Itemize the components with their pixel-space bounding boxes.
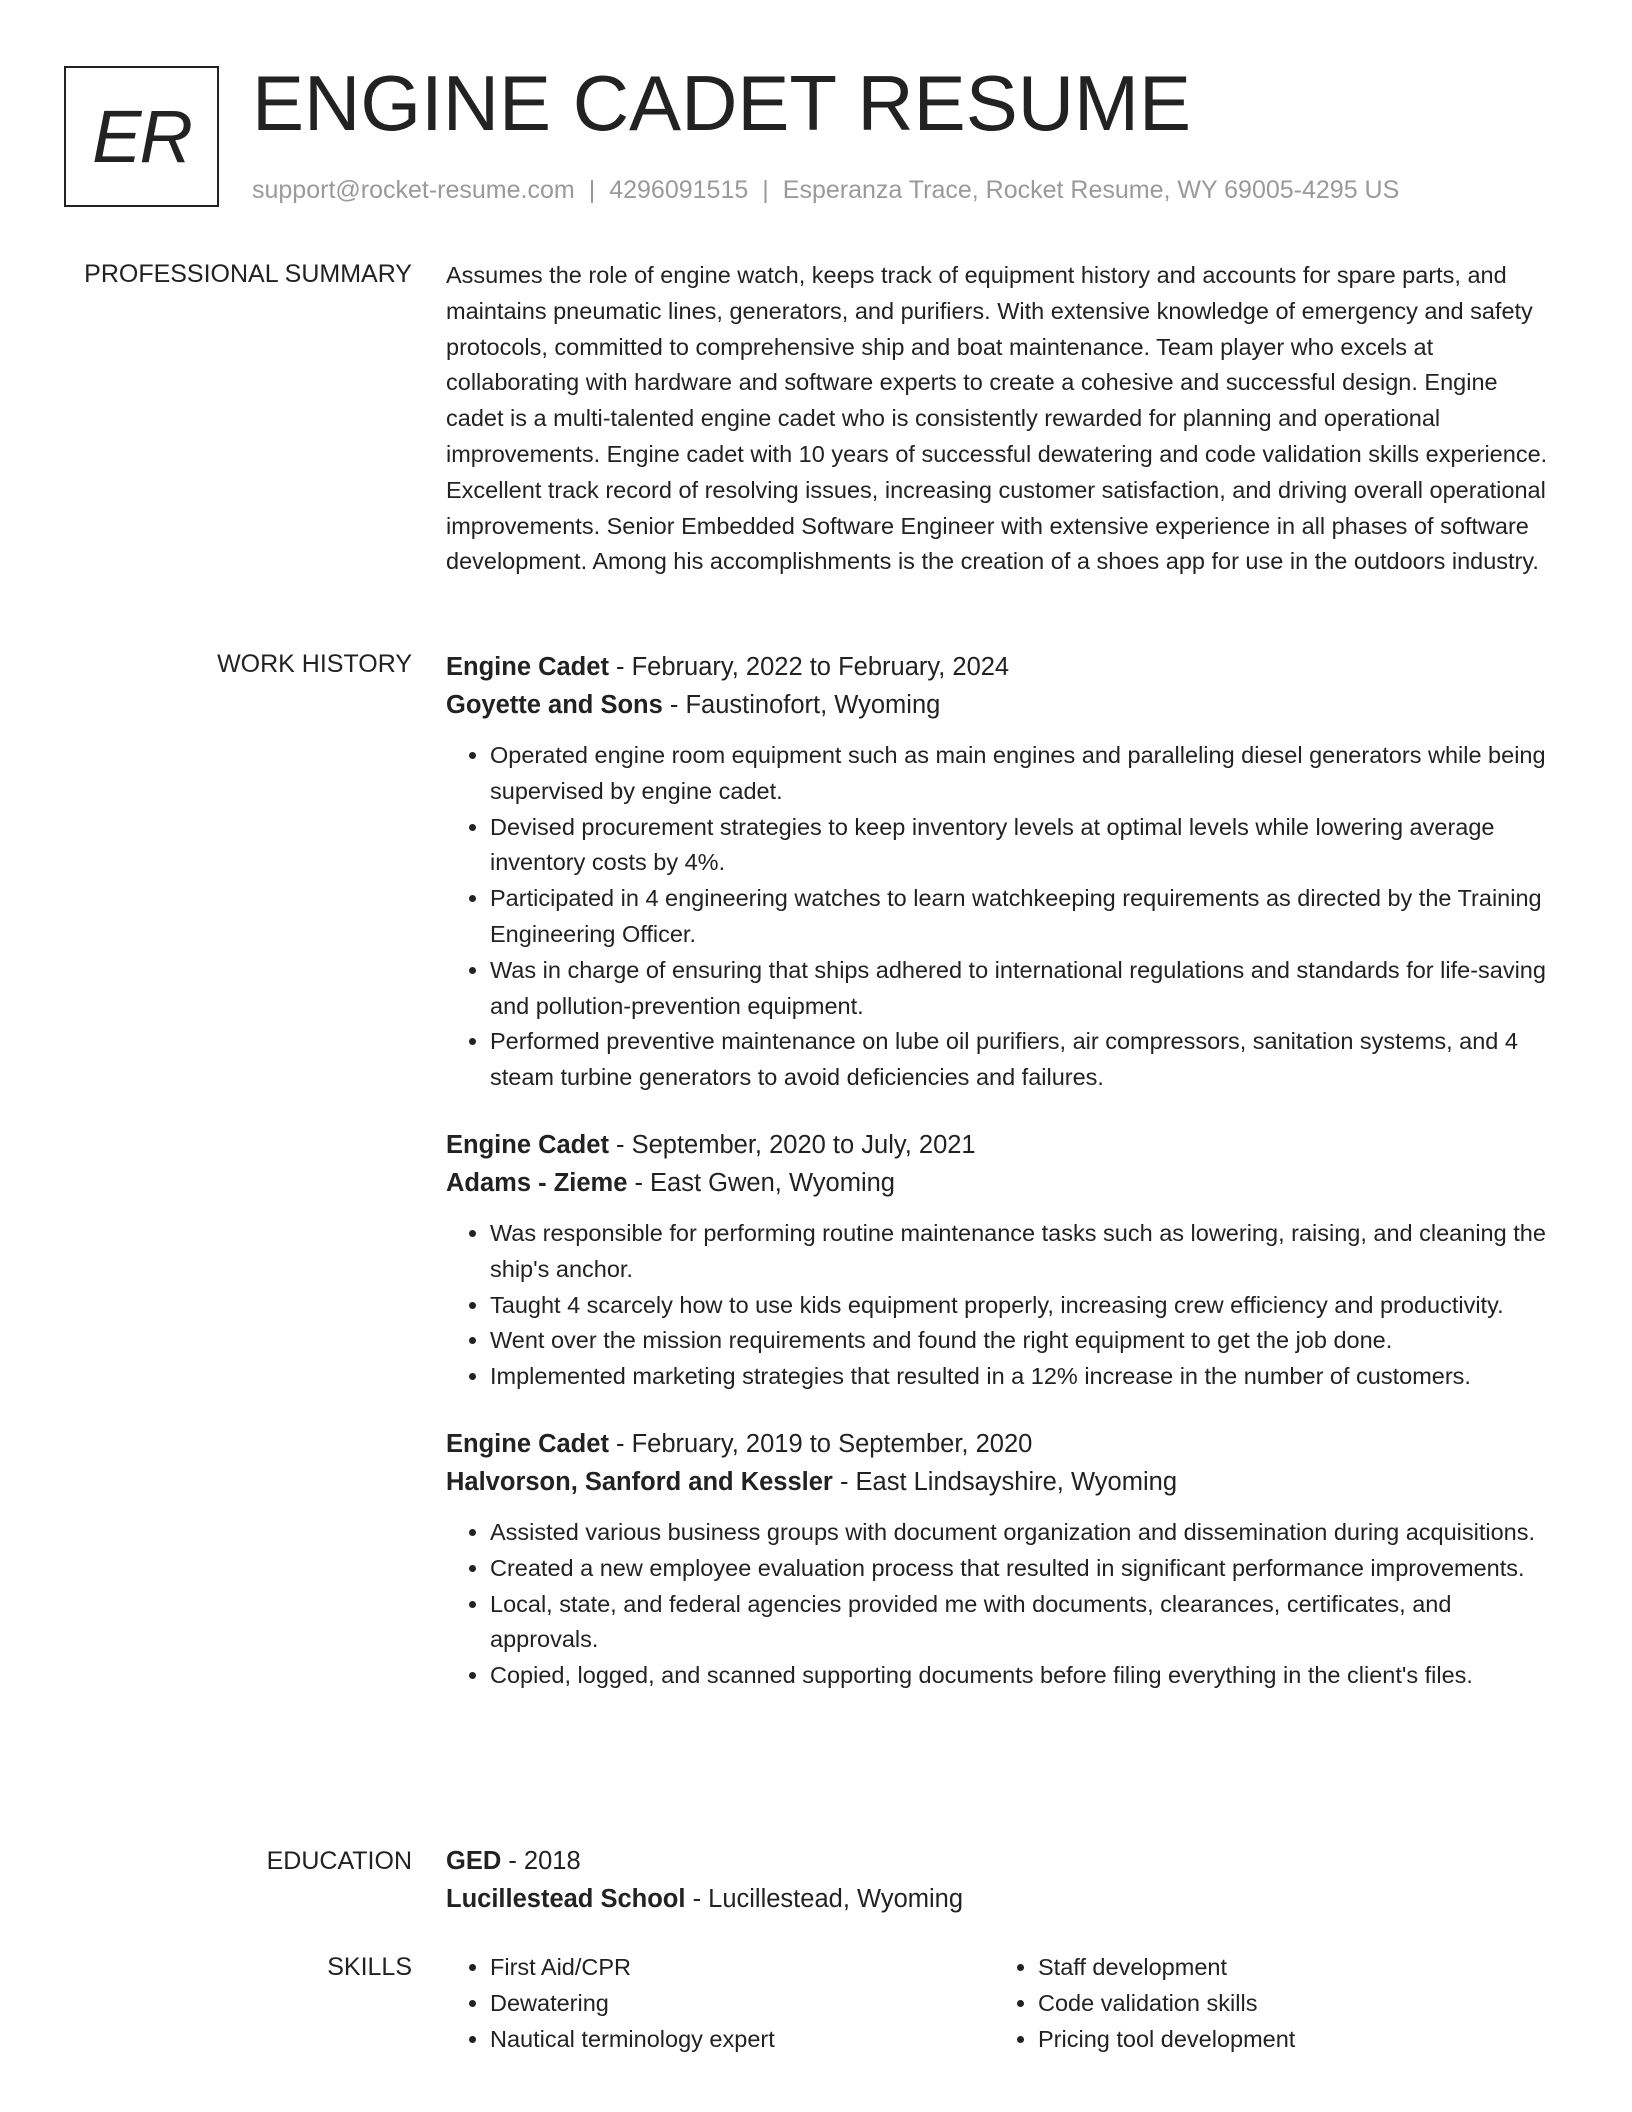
job-bullets bbox=[446, 738, 1556, 1096]
monogram-initials: ER bbox=[92, 95, 191, 178]
job-bullet: • Copied, logged, and scanned supporting documents before filing everything in the client's files. bbox=[490, 1658, 1556, 1694]
job-bullet: • Created a new employee evaluation process that resulted in significant performance improvements. bbox=[490, 1551, 1556, 1587]
job-dates: - February, 2022 to February, 2024 bbox=[608, 653, 1010, 681]
job-bullet: • Implemented marketing strategies that resulted in a 12% increase in the number of customers. bbox=[490, 1359, 1556, 1395]
skill-item: • Nautical terminology expert bbox=[490, 2022, 994, 2058]
job-bullets bbox=[446, 1515, 1556, 1694]
contact-separator: | bbox=[588, 176, 596, 204]
job-title-line bbox=[446, 1126, 1556, 1164]
job-dates: - February, 2019 to September, 2020 bbox=[608, 1429, 1033, 1458]
job-bullet: • Operated engine room equipment such as main engines and paralleling diesel generators while being supervised by engine cadet. bbox=[490, 738, 1556, 810]
job-company-line bbox=[446, 1164, 1556, 1202]
education-heading: EDUCATION bbox=[266, 1847, 412, 1875]
contact-line bbox=[252, 174, 1399, 206]
skill-item: • Staff development bbox=[1038, 1950, 1542, 1986]
education-school: Lucillestead School bbox=[446, 1885, 686, 1913]
contact-phone: 4296091515 bbox=[609, 176, 749, 204]
job-bullet: • Went over the mission requirements and found the right equipment to get the job done. bbox=[490, 1323, 1556, 1359]
skill-item: • Code validation skills bbox=[1038, 1986, 1542, 2022]
summary-text: Assumes the role of engine watch, keeps track of equipment history and accounts for spare parts, and maintains pneumatic lines, generators, and purifiers. With extensive knowledge of emergency and safety protocols, committed to comprehensive ship and boat maintenance. Team player who excels at collaborating with hardware and software experts to create a cohesive and successful design. Engine cadet is a multi-talented engine cadet who is consistently rewarded for planning and operational improvements. Engine cadet with 10 years of successful dewatering and code validation skills experience. Excellent track record of resolving issues, increasing customer satisfaction, and driving overall operational improvements. Senior Embedded Software Engineer with extensive experience in all phases of software development. Among his accomplishments is the creation of a shoes app for use in the outdoors industry. bbox=[446, 262, 1548, 575]
summary-heading: PROFESSIONAL SUMMARY bbox=[84, 260, 412, 288]
education-degree-line bbox=[446, 1842, 1556, 1880]
job-bullet: • Was responsible for performing routine maintenance tasks such as lowering, raising, and cleaning the ship's anchor. bbox=[490, 1216, 1556, 1288]
skills-grid bbox=[446, 1950, 1556, 2057]
job-title-line bbox=[446, 648, 1556, 686]
skill-item: • First Aid/CPR bbox=[490, 1950, 994, 1986]
education-school-line bbox=[446, 1880, 1556, 1918]
job-bullet: • Was in charge of ensuring that ships adhered to international regulations and standards for life-saving and pollution-prevention equipment. bbox=[490, 953, 1556, 1025]
contact-separator: | bbox=[762, 176, 769, 204]
work-history-heading: WORK HISTORY bbox=[217, 650, 412, 678]
job-bullet: • Taught 4 scarcely how to use kids equipment properly, increasing crew efficiency and productivity. bbox=[490, 1288, 1556, 1324]
job-bullet: • Participated in 4 engineering watches to learn watchkeeping requirements as directed by the Training Engineering Officer. bbox=[490, 881, 1556, 953]
job-location: - Faustinofort, Wyoming bbox=[662, 691, 941, 719]
job-bullets bbox=[446, 1216, 1556, 1395]
resume-title: ENGINE CADET RESUME bbox=[252, 59, 1192, 147]
job-title: Engine Cadet bbox=[446, 653, 609, 681]
job-bullet: • Devised procurement strategies to keep inventory levels at optimal levels while lowering average inventory costs by 4%. bbox=[490, 810, 1556, 882]
job-company-line bbox=[446, 686, 1556, 724]
job-bullet: • Performed preventive maintenance on lube oil purifiers, air compressors, sanitation systems, and 4 steam turbine generators to avoid deficiencies and failures. bbox=[490, 1024, 1556, 1096]
job-entry bbox=[446, 1425, 1556, 1694]
skills-column-right bbox=[994, 1950, 1542, 2057]
monogram-box bbox=[64, 66, 219, 207]
education-year: - 2018 bbox=[501, 1847, 581, 1875]
job-bullet: • Assisted various business groups with document organization and dissemination during acquisitions. bbox=[490, 1515, 1556, 1551]
job-bullet: • Local, state, and federal agencies provided me with documents, clearances, certificates, and approvals. bbox=[490, 1587, 1556, 1659]
education-location: - Lucillestead, Wyoming bbox=[685, 1885, 964, 1913]
job-entry bbox=[446, 1126, 1556, 1395]
education-degree: GED bbox=[446, 1847, 502, 1875]
job-location: - East Lindsayshire, Wyoming bbox=[832, 1467, 1178, 1496]
job-title-line bbox=[446, 1425, 1556, 1463]
job-company: Adams - Zieme bbox=[446, 1168, 628, 1197]
job-company-line bbox=[446, 1463, 1556, 1501]
job-dates: - September, 2020 to July, 2021 bbox=[608, 1130, 976, 1159]
job-entry bbox=[446, 648, 1556, 1096]
skill-item: • Dewatering bbox=[490, 1986, 994, 2022]
skills-column-left bbox=[446, 1950, 994, 2057]
skill-item: • Pricing tool development bbox=[1038, 2022, 1542, 2058]
job-company: Goyette and Sons bbox=[446, 691, 663, 719]
job-title: Engine Cadet bbox=[446, 1429, 609, 1458]
job-location: - East Gwen, Wyoming bbox=[627, 1168, 895, 1197]
contact-email: support@rocket-resume.com bbox=[252, 176, 575, 204]
contact-address: Esperanza Trace, Rocket Resume, WY 69005-4295 US bbox=[782, 176, 1400, 204]
job-title: Engine Cadet bbox=[446, 1130, 609, 1159]
skills-heading: SKILLS bbox=[327, 1953, 412, 1981]
job-company: Halvorson, Sanford and Kessler bbox=[446, 1467, 833, 1496]
